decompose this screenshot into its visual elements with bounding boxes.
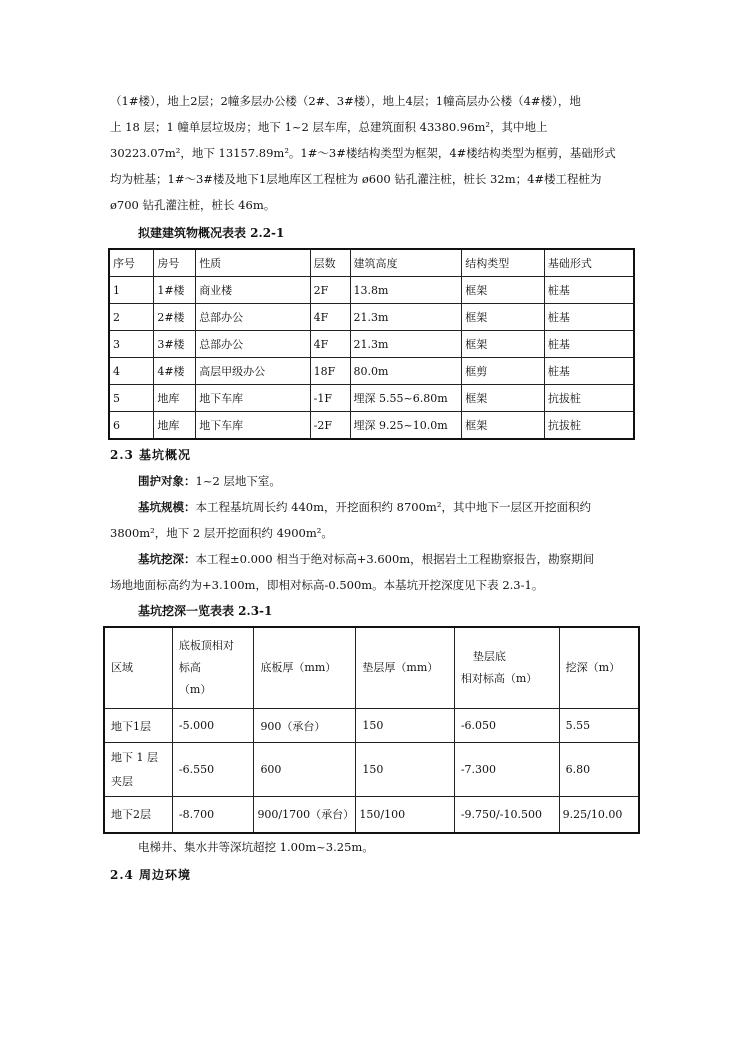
cell: -5.000 (172, 709, 254, 743)
para-depth-text: 本工程±0.000 相当于绝对标高+3.600m，根据岩土工程勘察报告，勘察期间 (195, 552, 595, 566)
table-header-row (104, 627, 639, 709)
excavation-depth-table (103, 626, 640, 834)
cell: 地下车库 (196, 385, 310, 412)
cell: 4F (310, 331, 350, 358)
table-row (104, 709, 639, 743)
cell: 80.0m (350, 358, 462, 385)
para-enclosure (138, 468, 666, 494)
cell: 2F (310, 277, 350, 304)
cell-line: 地下 1 层 (111, 750, 158, 764)
header-cell-multiline (454, 627, 559, 709)
para-depth-label: 基坑挖深： (138, 552, 196, 566)
intro-line-5: ø700 钻孔灌注桩，桩长 46m。 (110, 198, 276, 212)
cell: 框架 (462, 385, 545, 412)
cell: 150 (356, 709, 454, 743)
table1-caption: 拟建建筑物概况表表 2.2-1 (138, 226, 285, 240)
header-cell: 垫层厚（mm） (356, 627, 454, 709)
cell: 商业楼 (196, 277, 310, 304)
cell: -6.050 (454, 709, 559, 743)
table-row (104, 743, 639, 797)
cell: 地下2层 (104, 797, 172, 833)
table-row (109, 277, 634, 304)
intro-line-3: 30223.07m²，地下 13157.89m²。1#～3#楼结构类型为框架，4#楼结构类型为框剪，基础形式 (110, 146, 616, 160)
cell: 5 (109, 385, 154, 412)
cell: 地库 (154, 385, 196, 412)
cell: 21.3m (350, 304, 462, 331)
intro-line-4: 均为桩基；1#～3#楼及地下1层地库区工程桩为 ø600 钻孔灌注桩，桩长 32m；4#楼工程桩为 (110, 172, 602, 186)
cell-line: 夹层 (111, 774, 133, 788)
header-cell: 层数 (310, 249, 350, 277)
para-scale-label: 基坑规模： (138, 500, 196, 514)
cell: 2 (109, 304, 154, 331)
cell: 总部办公 (196, 331, 310, 358)
para-depth-line-2: 场地地面标高约为+3.100m，即相对标高-0.500m。本基坑开挖深度见下表 2.3-1。 (110, 578, 544, 592)
cell: -1F (310, 385, 350, 412)
cell: 地库 (154, 412, 196, 440)
cell: 6 (109, 412, 154, 440)
cell: 3#楼 (154, 331, 196, 358)
cell: 抗拔桩 (544, 412, 634, 440)
header-cell: 底板厚（mm） (254, 627, 356, 709)
cell: 4#楼 (154, 358, 196, 385)
header-cell: 挖深（m） (559, 627, 639, 709)
header-line: 垫层底 (472, 650, 506, 663)
header-cell: 性质 (196, 249, 310, 277)
cell: 总部办公 (196, 304, 310, 331)
table-header-row (109, 249, 634, 277)
cell: 900（承台） (254, 709, 356, 743)
para-enclosure-text: 1~2 层地下室。 (195, 474, 281, 488)
cell: 桩基 (544, 304, 634, 331)
cell-multiline (104, 743, 172, 797)
intro-line-2: 上 18 层；1 幢单层垃圾房；地下 1~2 层车库，总建筑面积 43380.96m²，其中地上 (110, 120, 548, 134)
cell: 600 (254, 743, 356, 797)
para-scale-text: 本工程基坑周长约 440m，开挖面积约 8700m²，其中地下一层区开挖面积约 (195, 500, 591, 514)
cell: 4F (310, 304, 350, 331)
cell: 1 (109, 277, 154, 304)
cell: -2F (310, 412, 350, 440)
table-row (109, 412, 634, 440)
cell: 2#楼 (154, 304, 196, 331)
header-cell: 区域 (104, 627, 172, 709)
cell: -7.300 (454, 743, 559, 797)
intro-line-1: （1#楼），地上2层；2幢多层办公楼（2#、3#楼），地上4层；1幢高层办公楼（4#楼），地 (110, 94, 581, 108)
cell: 埋深 5.55~6.80m (350, 385, 462, 412)
header-cell: 建筑高度 (350, 249, 462, 277)
table2-caption: 基坑挖深一览表表 2.3-1 (138, 604, 273, 618)
para-enclosure-label: 围护对象： (138, 474, 196, 488)
cell: 4 (109, 358, 154, 385)
cell: 150/100 (356, 797, 454, 833)
cell: 18F (310, 358, 350, 385)
cell: -9.750/-10.500 (454, 797, 559, 833)
header-line: 底板顶相对 (178, 639, 234, 652)
cell: 埋深 9.25~10.0m (350, 412, 462, 440)
cell: 21.3m (350, 331, 462, 358)
header-line: 相对标高（m） (460, 672, 538, 685)
cell: -8.700 (172, 797, 254, 833)
para-depth-line-1 (138, 546, 666, 572)
cell: 高层甲级办公 (196, 358, 310, 385)
cell: 地下车库 (196, 412, 310, 440)
table-row (109, 331, 634, 358)
table-row (109, 358, 634, 385)
cell: 9.25/10.00 (559, 797, 639, 833)
note-text: 电梯井、集水井等深坑超挖 1.00m~3.25m。 (138, 840, 374, 854)
cell: 地下1层 (104, 709, 172, 743)
header-cell: 结构类型 (462, 249, 545, 277)
section-2-4-heading: 2.4 周边环境 (110, 868, 192, 882)
table-row (109, 304, 634, 331)
cell: 1#楼 (154, 277, 196, 304)
cell: 桩基 (544, 331, 634, 358)
cell: 150 (356, 743, 454, 797)
cell: 900/1700（承台） (254, 797, 356, 833)
cell: 13.8m (350, 277, 462, 304)
section-2-3-heading: 2.3 基坑概况 (110, 448, 192, 462)
header-cell: 房号 (154, 249, 196, 277)
para-scale-line-2: 3800m²，地下 2 层开挖面积约 4900m²。 (110, 526, 333, 540)
cell: 6.80 (559, 743, 639, 797)
building-overview-table (108, 248, 635, 440)
cell: 框架 (462, 304, 545, 331)
header-line: 标高 (178, 661, 201, 674)
cell: 框架 (462, 277, 545, 304)
para-scale-line-1 (138, 494, 666, 520)
cell: 抗拔桩 (544, 385, 634, 412)
table-row (109, 385, 634, 412)
header-cell: 基础形式 (544, 249, 634, 277)
cell: 框架 (462, 412, 545, 440)
header-cell: 序号 (109, 249, 154, 277)
cell: 3 (109, 331, 154, 358)
cell: 框架 (462, 331, 545, 358)
cell: 5.55 (559, 709, 639, 743)
table-row (104, 797, 639, 833)
cell: 桩基 (544, 358, 634, 385)
header-line: （m） (178, 683, 212, 696)
cell: -6.550 (172, 743, 254, 797)
cell: 桩基 (544, 277, 634, 304)
header-cell-multiline (172, 627, 254, 709)
cell: 框剪 (462, 358, 545, 385)
